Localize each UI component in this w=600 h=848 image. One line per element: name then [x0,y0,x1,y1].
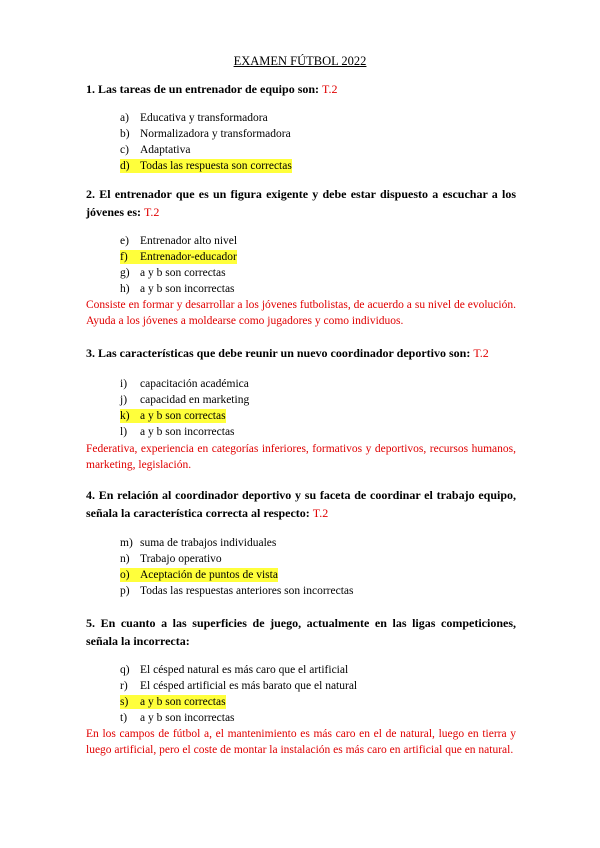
question-2-note: Consiste en formar y desarrollar a los jóvenes futbolistas, de acuerdo a su nivel de evolución. Ayuda a los jóvenes a moldearse como jugadores y como individuos. [86,299,516,327]
question-1 [86,80,516,98]
option-i: i) capacitación académica [120,378,249,390]
question-1-tag: T.2 [322,82,338,96]
option-m: m) suma de trabajos individuales [120,537,277,549]
exam-title: EXAMEN FÚTBOL 2022 [233,54,367,68]
question-3 [86,344,516,362]
option-t: t) a y b son incorrectas [120,712,235,724]
option-c: c) Adaptativa [120,144,191,156]
option-k-correct: k) a y b son correctas [120,410,226,422]
question-1-text: 1. Las tareas de un entrenador de equipo son: [86,82,320,96]
option-s-correct: s) a y b son correctas [120,696,226,708]
option-f-correct: f) Entrenador-educador [120,251,237,263]
question-2-tag: T.2 [143,205,160,219]
question-3-note: Federativa, experiencia en categorías inferiores, formativos y deportivos, recursos humanos, marketing, legislación. [86,443,516,471]
question-2-text: 2. El entrenador que es un figura exigente y debe estar dispuesto a escuchar a los jóvenes es: [86,187,516,219]
question-2 [86,185,516,221]
option-r: r) El césped artificial es más barato que el natural [120,680,358,692]
question-4 [86,486,516,522]
question-4-text: 4. En relación al coordinador deportivo y su faceta de coordinar el trabajo equipo, señala la característica correcta al respecto: [86,488,516,520]
question-4-tag: T.2 [312,506,329,520]
question-5 [86,614,516,650]
option-o-correct: o) Aceptación de puntos de vista [120,569,278,581]
option-p: p) Todas las respuestas anteriores son incorrectas [120,585,354,597]
option-n: n) Trabajo operativo [120,553,222,565]
option-d-correct: d) Todas las respuesta son correctas [120,160,292,172]
option-b: b) Normalizadora y transformadora [120,128,291,140]
option-q: q) El césped natural es más caro que el artificial [120,664,349,676]
question-3-tag: T.2 [473,346,489,360]
option-e: e) Entrenador alto nivel [120,235,238,247]
option-l: l) a y b son incorrectas [120,426,235,438]
option-h: h) a y b son incorrectas [120,283,235,295]
option-a: a) Educativa y transformadora [120,112,268,124]
question-5-text: 5. En cuanto a las superficies de juego, actualmente en las ligas competiciones, señala la incorrecta: [86,616,516,648]
question-3-text: 3. Las características que debe reunir un nuevo coordinador deportivo son: [86,346,471,360]
option-g: g) a y b son correctas [120,267,226,279]
option-j: j) capacidad en marketing [120,394,250,406]
question-5-note: En los campos de fútbol a, el mantenimiento es más caro en el de natural, luego en tierra y luego artificial, pero el coste de montar la instalación es más caro en artificial que en natural. [86,728,516,756]
